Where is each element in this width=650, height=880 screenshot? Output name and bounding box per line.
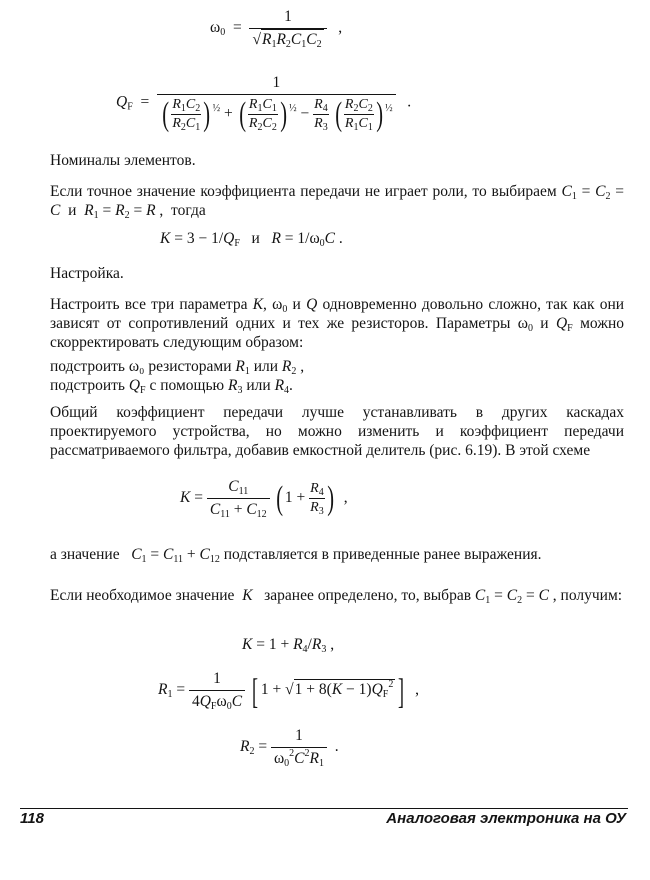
- paragraph-required: Если необходимое значение K заранее определено, то, выбрав $C_1 = C_2 = C$ , получим:: [50, 587, 623, 606]
- section-tuning: Настройка.: [50, 265, 124, 282]
- list-item-omega: подстроить ω₀ резисторами $R_1$ или $R_2$ ,: [50, 358, 305, 377]
- equation-omega0: $\omega_0$ = $\frac{1}{√R_1R_2C_1C_2}$ ,: [210, 8, 343, 50]
- paragraph-overall-gain: Общий коэффициент передачи лучше устанавливать в других каскадах проектируемого устройства, но можно изменить и коэффициент передачи рассматриваемого фильтра, добавив емкостной делитель (рис. 6.19). В этой схеме: [50, 404, 624, 459]
- equation-k-simple: $K = 3 - 1/Q_F$ и $R = 1/\omega_0C$ .: [160, 230, 343, 249]
- equation-k-ratio: $K = 1 + R_4/R_3$ ,: [242, 636, 335, 655]
- footer-rule: [20, 808, 628, 809]
- section-components: Номиналы элементов.: [50, 152, 196, 169]
- equation-r1: $R_1$ = $\frac{1}{4Q_F\omega_0C}$ [ $1 + √1 + 8(K - 1)Q_F^2$ ] ,: [158, 670, 419, 712]
- paragraph-exact-gain: Если точное значение коэффициента передачи не играет роли, то выбираем $C_1 = C_2 = C$ и $R_1 = R_2 = R$ , тогда: [50, 183, 624, 221]
- paragraph-value: а значение $C_1 = C_{11} + C_{12}$ подставляется в приведенные ранее выражения.: [50, 546, 542, 565]
- book-title: Аналоговая электроника на ОУ: [386, 810, 626, 827]
- equation-r2: $R_2$ = $\frac{1}{\omega_0^2C^2R_1}$ .: [240, 727, 339, 769]
- list-item-qf: подстроить $Q_F$ с помощью $R_3$ или $R_4$.: [50, 377, 293, 396]
- equation-k-divider: K = $\frac{C_{11}}{C_{11} + C_{12}}$ ( 1 + $\frac{R_4}{R_3}$ ) ,: [180, 478, 348, 520]
- paragraph-tuning: Настроить все три параметра K, $\omega_0$ и Q одновременно довольно сложно, так как они зависят от сопротивлений одних и тех же резисторов. Параметры $\omega_0$ и $Q_F$ можно скорректировать следующим образом:: [50, 296, 625, 351]
- page-number: 118: [20, 810, 44, 827]
- equation-qf: $Q_F$ = 1 ( $\frac{R_1C_2}{R_2C_1}$ ) $^{\frac{1}{2}}$ + ( $\frac{R_1C_1}{R_2C_2}$ ) $^{\frac{1}{2}}$ − $\frac{R_4}{R_3}$ ( $\frac{R_2C_2}{R_1C_1}$ ) $^{\frac{1}{2}}$ .: [116, 74, 412, 133]
